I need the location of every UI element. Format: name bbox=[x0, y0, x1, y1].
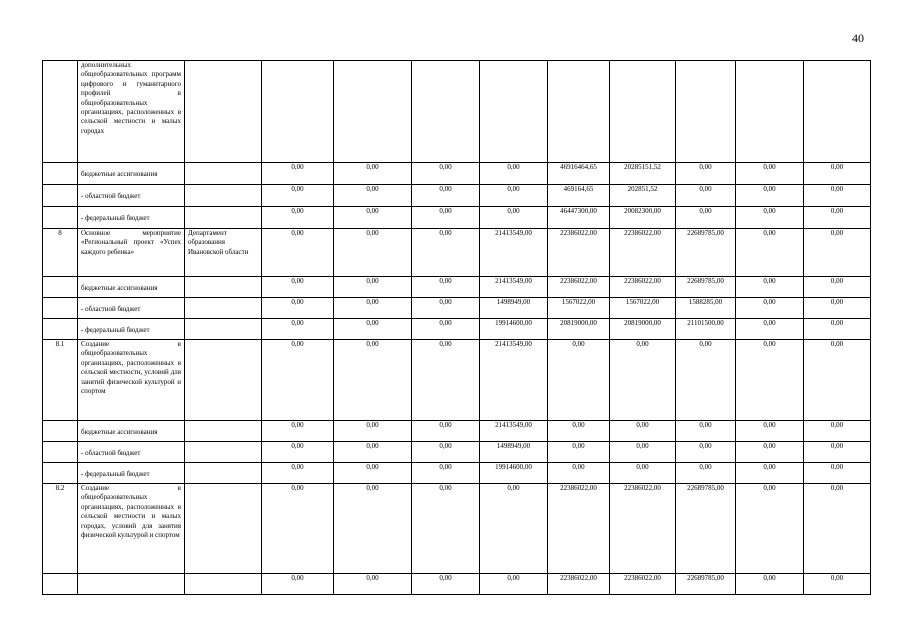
value-cell: 0,00 bbox=[480, 163, 548, 185]
value-cell: 22386022,00 bbox=[548, 277, 610, 298]
value-cell: 0,00 bbox=[736, 319, 804, 340]
value-cell: 0,00 bbox=[736, 163, 804, 185]
value-cell: 22689785,00 bbox=[676, 229, 736, 277]
value-cell: 0,00 bbox=[412, 298, 480, 319]
executor-cell bbox=[185, 442, 262, 463]
value-cell: 21413549,00 bbox=[480, 340, 548, 421]
activity-name: - федеральный бюджет bbox=[78, 207, 185, 229]
table-row bbox=[43, 484, 871, 574]
value-cell: 0,00 bbox=[262, 574, 334, 595]
value-cell: 22386022,00 bbox=[548, 574, 610, 595]
value-cell: 21413549,00 bbox=[480, 229, 548, 277]
value-cell: 0,00 bbox=[334, 340, 412, 421]
value-cell: 0,00 bbox=[334, 442, 412, 463]
value-cell: 22689785,00 bbox=[676, 277, 736, 298]
row-index: 8 bbox=[43, 229, 78, 277]
table-row bbox=[43, 298, 871, 319]
executor-cell bbox=[185, 463, 262, 484]
activity-name: бюджетные ассигнования bbox=[78, 421, 185, 442]
value-cell: 0,00 bbox=[262, 185, 334, 207]
value-cell: 0,00 bbox=[334, 185, 412, 207]
row-index bbox=[43, 185, 78, 207]
value-cell: 0,00 bbox=[412, 574, 480, 595]
value-cell: 20285151,52 bbox=[610, 163, 676, 185]
value-cell: 0,00 bbox=[610, 340, 676, 421]
value-cell: 1498949,00 bbox=[480, 442, 548, 463]
value-cell: 0,00 bbox=[736, 185, 804, 207]
executor-cell bbox=[185, 298, 262, 319]
value-cell: 0,00 bbox=[804, 229, 871, 277]
value-cell: 0,00 bbox=[804, 421, 871, 442]
value-cell: 20082300,00 bbox=[610, 207, 676, 229]
table-row bbox=[43, 61, 871, 163]
executor-cell bbox=[185, 61, 262, 163]
value-cell bbox=[334, 61, 412, 163]
value-cell: 20819000,00 bbox=[610, 319, 676, 340]
value-cell: 0,00 bbox=[334, 484, 412, 574]
value-cell: 0,00 bbox=[804, 463, 871, 484]
table-row bbox=[43, 185, 871, 207]
activity-name: бюджетные ассигнования bbox=[78, 277, 185, 298]
value-cell: 22386022,00 bbox=[610, 277, 676, 298]
value-cell: 0,00 bbox=[262, 298, 334, 319]
value-cell: 22386022,00 bbox=[610, 229, 676, 277]
executor-cell bbox=[185, 574, 262, 595]
value-cell: 20819000,00 bbox=[548, 319, 610, 340]
value-cell: 22689785,00 bbox=[676, 484, 736, 574]
value-cell: 0,00 bbox=[804, 442, 871, 463]
row-index bbox=[43, 298, 78, 319]
value-cell: 0,00 bbox=[736, 442, 804, 463]
row-index bbox=[43, 463, 78, 484]
value-cell: 0,00 bbox=[736, 574, 804, 595]
value-cell: 0,00 bbox=[804, 163, 871, 185]
value-cell: 0,00 bbox=[736, 298, 804, 319]
value-cell: 0,00 bbox=[676, 340, 736, 421]
value-cell: 0,00 bbox=[334, 298, 412, 319]
value-cell: 0,00 bbox=[334, 319, 412, 340]
value-cell: 46916464,65 bbox=[548, 163, 610, 185]
value-cell bbox=[412, 61, 480, 163]
value-cell bbox=[804, 61, 871, 163]
table-row bbox=[43, 574, 871, 595]
value-cell: 0,00 bbox=[548, 442, 610, 463]
value-cell: 0,00 bbox=[334, 463, 412, 484]
value-cell: 0,00 bbox=[804, 574, 871, 595]
value-cell: 0,00 bbox=[676, 442, 736, 463]
value-cell: 0,00 bbox=[262, 463, 334, 484]
value-cell: 0,00 bbox=[480, 574, 548, 595]
executor-cell bbox=[185, 185, 262, 207]
value-cell: 22386022,00 bbox=[548, 484, 610, 574]
value-cell bbox=[676, 61, 736, 163]
value-cell: 21413549,00 bbox=[480, 421, 548, 442]
value-cell: 0,00 bbox=[412, 277, 480, 298]
value-cell: 0,00 bbox=[736, 340, 804, 421]
activity-name: Создание в общеобразовательных организациях, расположенных в сельской местности и малых городах, условий для занятия физической культурой и спортом bbox=[78, 484, 185, 574]
value-cell: 22386022,00 bbox=[610, 574, 676, 595]
table-row bbox=[43, 163, 871, 185]
value-cell: 0,00 bbox=[804, 185, 871, 207]
activity-name: - федеральный бюджет bbox=[78, 463, 185, 484]
value-cell: 0,00 bbox=[676, 207, 736, 229]
value-cell: 1588285,00 bbox=[676, 298, 736, 319]
executor-cell bbox=[185, 207, 262, 229]
row-index bbox=[43, 277, 78, 298]
value-cell: 0,00 bbox=[262, 319, 334, 340]
activity-name: - областной бюджет bbox=[78, 185, 185, 207]
row-index bbox=[43, 574, 78, 595]
value-cell: 0,00 bbox=[804, 207, 871, 229]
value-cell: 0,00 bbox=[334, 277, 412, 298]
value-cell bbox=[262, 61, 334, 163]
value-cell: 0,00 bbox=[676, 163, 736, 185]
table-row bbox=[43, 463, 871, 484]
value-cell: 0,00 bbox=[676, 463, 736, 484]
value-cell: 0,00 bbox=[334, 574, 412, 595]
value-cell: 0,00 bbox=[334, 421, 412, 442]
row-index: 8.1 bbox=[43, 340, 78, 421]
row-index bbox=[43, 319, 78, 340]
value-cell: 0,00 bbox=[262, 484, 334, 574]
value-cell: 22386022,00 bbox=[610, 484, 676, 574]
value-cell: 0,00 bbox=[412, 421, 480, 442]
executor-cell: Департамент образования Ивановской области bbox=[185, 229, 262, 277]
value-cell: 19914600,00 bbox=[480, 463, 548, 484]
value-cell: 0,00 bbox=[412, 340, 480, 421]
value-cell bbox=[548, 61, 610, 163]
value-cell: 0,00 bbox=[412, 185, 480, 207]
value-cell: 469164,65 bbox=[548, 185, 610, 207]
value-cell: 0,00 bbox=[480, 484, 548, 574]
value-cell: 0,00 bbox=[610, 442, 676, 463]
executor-cell bbox=[185, 484, 262, 574]
value-cell: 1567022,00 bbox=[610, 298, 676, 319]
table-row bbox=[43, 442, 871, 463]
activity-name: - областной бюджет bbox=[78, 298, 185, 319]
value-cell: 1498949,00 bbox=[480, 298, 548, 319]
row-index: 8.2 bbox=[43, 484, 78, 574]
activity-name: Основное мероприятие «Региональный проект «Успех каждого ребенка» bbox=[78, 229, 185, 277]
activity-name: Создание в общеобразовательных организациях, расположенных в сельской местности, условий для занятий физической культурой и спортом bbox=[78, 340, 185, 421]
value-cell: 0,00 bbox=[262, 442, 334, 463]
value-cell: 0,00 bbox=[412, 442, 480, 463]
value-cell: 46447300,00 bbox=[548, 207, 610, 229]
value-cell: 0,00 bbox=[262, 277, 334, 298]
row-index bbox=[43, 207, 78, 229]
value-cell: 0,00 bbox=[804, 340, 871, 421]
value-cell: 0,00 bbox=[736, 421, 804, 442]
activity-name: бюджетные ассигнования bbox=[78, 163, 185, 185]
value-cell: 0,00 bbox=[412, 484, 480, 574]
value-cell: 0,00 bbox=[736, 277, 804, 298]
value-cell: 0,00 bbox=[412, 319, 480, 340]
value-cell: 0,00 bbox=[334, 229, 412, 277]
table-row bbox=[43, 207, 871, 229]
value-cell: 0,00 bbox=[334, 207, 412, 229]
row-index bbox=[43, 421, 78, 442]
value-cell: 0,00 bbox=[610, 421, 676, 442]
value-cell: 0,00 bbox=[736, 463, 804, 484]
value-cell: 0,00 bbox=[262, 421, 334, 442]
value-cell: 19914600,00 bbox=[480, 319, 548, 340]
value-cell: 22386022,00 bbox=[548, 229, 610, 277]
value-cell: 0,00 bbox=[262, 229, 334, 277]
activity-name: - областной бюджет bbox=[78, 442, 185, 463]
budget-table bbox=[42, 60, 871, 595]
value-cell: 0,00 bbox=[804, 319, 871, 340]
value-cell: 0,00 bbox=[736, 484, 804, 574]
row-index bbox=[43, 442, 78, 463]
executor-cell bbox=[185, 163, 262, 185]
executor-cell bbox=[185, 319, 262, 340]
value-cell: 0,00 bbox=[548, 463, 610, 484]
value-cell: 0,00 bbox=[480, 185, 548, 207]
value-cell: 202851,52 bbox=[610, 185, 676, 207]
value-cell: 0,00 bbox=[676, 185, 736, 207]
value-cell: 0,00 bbox=[480, 207, 548, 229]
table-row bbox=[43, 319, 871, 340]
value-cell: 0,00 bbox=[736, 229, 804, 277]
value-cell bbox=[610, 61, 676, 163]
activity-name: - федеральный бюджет bbox=[78, 319, 185, 340]
value-cell: 0,00 bbox=[548, 340, 610, 421]
value-cell: 0,00 bbox=[412, 163, 480, 185]
value-cell: 0,00 bbox=[548, 421, 610, 442]
table-row bbox=[43, 340, 871, 421]
value-cell bbox=[480, 61, 548, 163]
value-cell: 21413549,00 bbox=[480, 277, 548, 298]
value-cell: 21101500,00 bbox=[676, 319, 736, 340]
value-cell: 0,00 bbox=[334, 163, 412, 185]
value-cell: 0,00 bbox=[804, 484, 871, 574]
value-cell: 0,00 bbox=[262, 163, 334, 185]
value-cell: 0,00 bbox=[804, 298, 871, 319]
value-cell: 0,00 bbox=[412, 463, 480, 484]
activity-name bbox=[78, 574, 185, 595]
table-row bbox=[43, 229, 871, 277]
value-cell: 0,00 bbox=[412, 207, 480, 229]
value-cell: 0,00 bbox=[610, 463, 676, 484]
activity-name: дополнительных общеобразовательных программ цифрового и гуманитарного профилей в общеобразовательных организациях, расположенных в сельской местности и малых городах bbox=[78, 61, 185, 163]
value-cell: 0,00 bbox=[262, 207, 334, 229]
value-cell: 0,00 bbox=[412, 229, 480, 277]
executor-cell bbox=[185, 421, 262, 442]
value-cell: 0,00 bbox=[676, 421, 736, 442]
table-row bbox=[43, 421, 871, 442]
value-cell bbox=[736, 61, 804, 163]
row-index bbox=[43, 163, 78, 185]
executor-cell bbox=[185, 277, 262, 298]
value-cell: 0,00 bbox=[736, 207, 804, 229]
executor-cell bbox=[185, 340, 262, 421]
value-cell: 0,00 bbox=[804, 277, 871, 298]
page-number: 40 bbox=[852, 31, 864, 45]
value-cell: 22689785,00 bbox=[676, 574, 736, 595]
row-index bbox=[43, 61, 78, 163]
value-cell: 0,00 bbox=[262, 340, 334, 421]
value-cell: 1567022,00 bbox=[548, 298, 610, 319]
table-row bbox=[43, 277, 871, 298]
